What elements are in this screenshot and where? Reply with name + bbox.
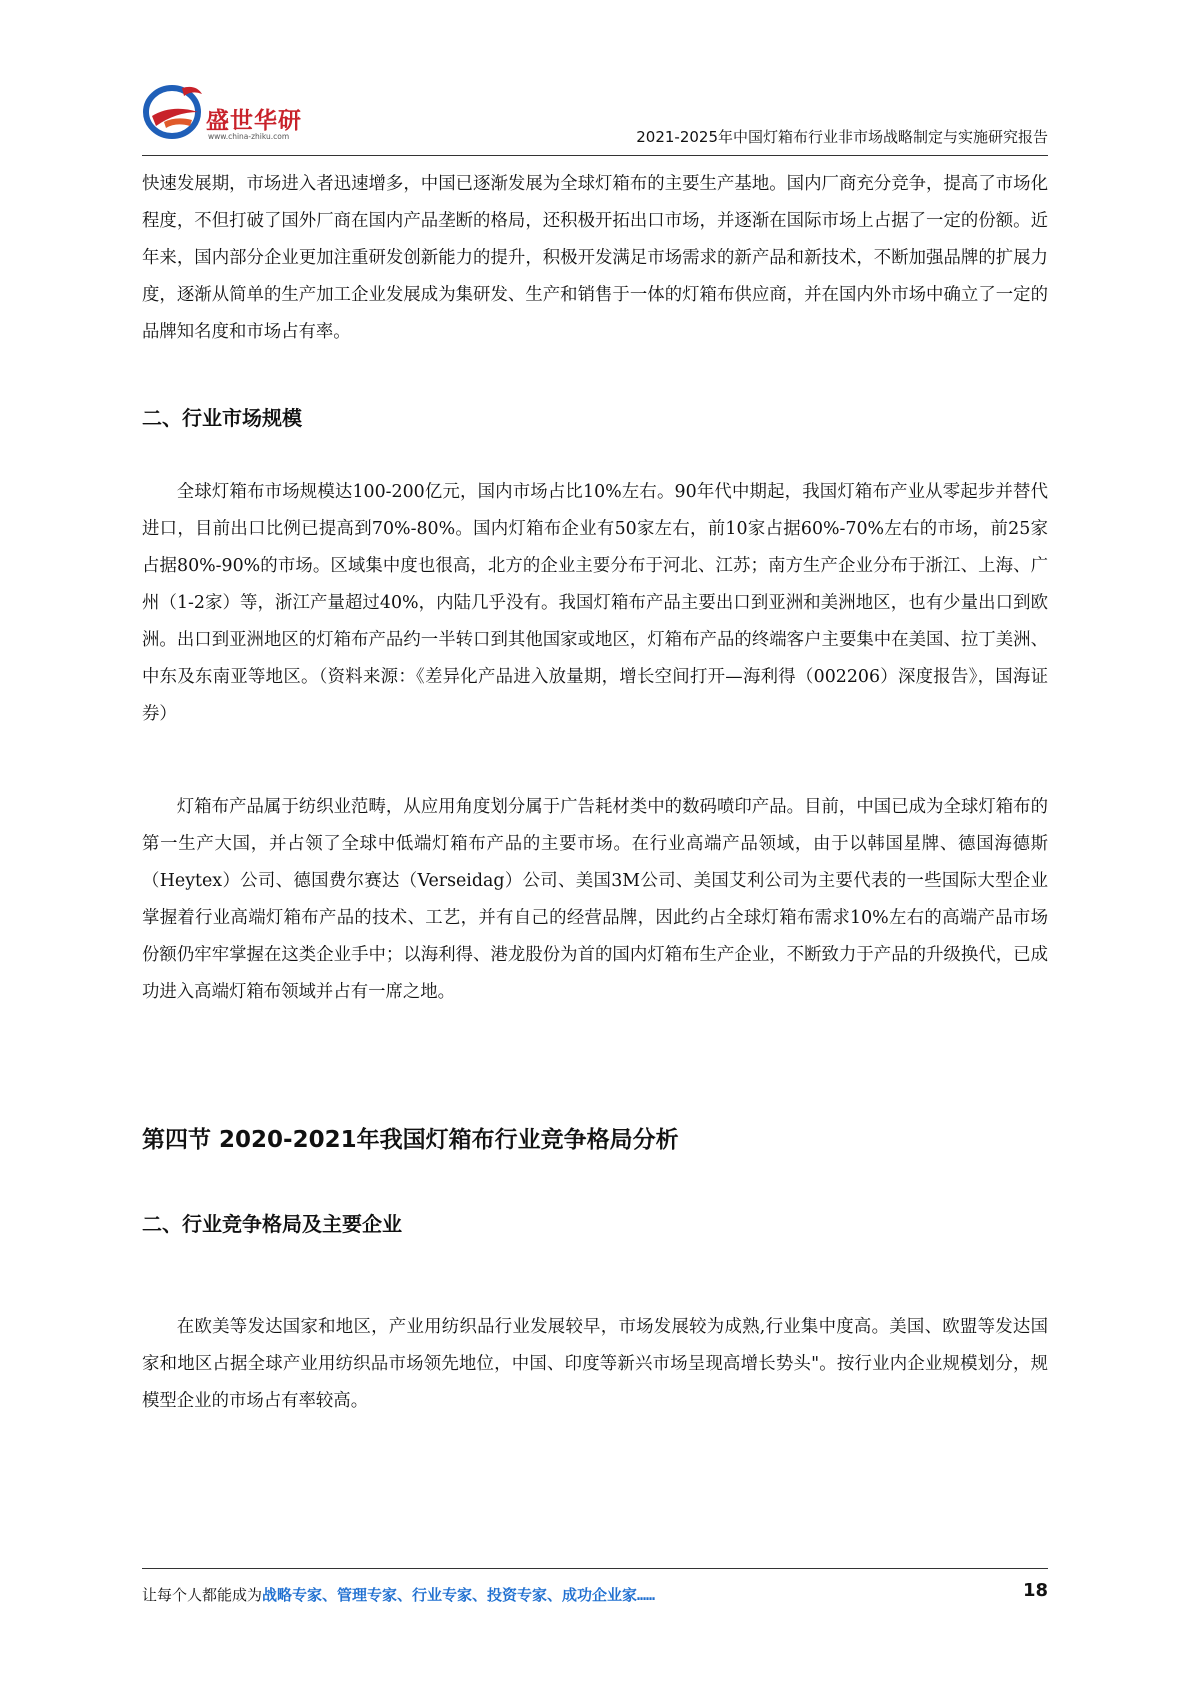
footer-divider [142,1568,1048,1569]
section-title: 第四节 2020-2021年我国灯箱布行业竞争格局分析 [142,1127,679,1153]
paragraph-text: 灯箱布产品属于纺织业范畴，从应用角度划分属于广告耗材类中的数码喷印产品。目前，中国已成为全球灯箱布的第一生产大国，并占领了全球中低端灯箱布产品的主要市场。在行业高端产品领域，由于以韩国星牌、德国海德斯（Heytex）公司、德国费尔赛达（Verseidag）公司、美国3M公司、美国艾利公司为主要代表的一些国际大型企业掌握着行业高端灯箱布产品的技术、工艺，并有自己的经营品牌，因此约占全球灯箱布需求10%左右的高端产品市场份额仍牢牢掌握在这类企业手中；以海利得、港龙股份为首的国内灯箱布生产企业，不断致力于产品的升级换代，已成功进入高端灯箱布领域并占有一席之地。 [142,797,1048,1002]
header-divider [142,155,1048,156]
company-logo [142,82,342,152]
logo-url: www.china-zhiku.com [208,132,290,141]
slogan-prefix: 让每个人都能成为 [142,1586,263,1604]
page-number: 18 [1022,1580,1048,1601]
page-header [142,82,1048,154]
logo-text: 盛世华研 [206,108,302,134]
body-paragraph [142,474,1048,733]
slogan-highlight: 战略专家、管理专家、行业专家、投资专家、成功企业家…… [262,1586,656,1604]
paragraph-text: 快速发展期，市场进入者迅速增多，中国已逐渐发展为全球灯箱布的主要生产基地。国内厂商充分竞争，提高了市场化程度，不但打破了国外厂商在国内产品垄断的格局，还积极开拓出口市场，并逐渐在国际市场上占据了一定的份额。近年来，国内部分企业更加注重研发创新能力的提升，积极开发满足市场需求的新产品和新技术，不断加强品牌的扩展力度，逐渐从简单的生产加工企业发展成为集研发、生产和销售于一体的灯箱布供应商，并在国内外市场中确立了一定的品牌知名度和市场占有率。 [142,174,1048,342]
report-title: 2021-2025年中国灯箱布行业非市场战略制定与实施研究报告 [636,128,1048,146]
subsection-heading: 二、行业竞争格局及主要企业 [142,1212,402,1236]
paragraph-text: 全球灯箱布市场规模达100-200亿元，国内市场占比10%左右。90年代中期起，我国灯箱布产业从零起步并替代进口，目前出口比例已提高到70%-80%。国内灯箱布企业有50家左右，前10家占据60%-70%左右的市场，前25家占据80%-90%的市场。区域集中度也很高，北方的企业主要分布于河北、江苏；南方生产企业分布于浙江、上海、广州（1-2家）等，浙江产量超过40%，内陆几乎没有。我国灯箱布产品主要出口到亚洲和美洲地区，也有少量出口到欧洲。出口到亚洲地区的灯箱布产品约一半转口到其他国家或地区，灯箱布产品的终端客户主要集中在美国、拉丁美洲、中东及东南亚等地区。（资料来源：《差异化产品进入放量期，增长空间打开—海利得（002206）深度报告》，国海证券） [142,482,1048,724]
body-paragraph [142,166,1048,351]
body-paragraph [142,1309,1048,1420]
body-paragraph [142,789,1048,1011]
footer-slogan [142,1584,655,1605]
logo-emblem-icon [142,82,208,144]
paragraph-text: 在欧美等发达国家和地区，产业用纺织品行业发展较早，市场发展较为成熟,行业集中度高。美国、欧盟等发达国家和地区占据全球产业用纺织品市场领先地位，中国、印度等新兴市场呈现高增长势头"。按行业内企业规模划分，规模型企业的市场占有率较高。 [142,1317,1048,1411]
subsection-heading: 二、行业市场规模 [142,406,302,430]
